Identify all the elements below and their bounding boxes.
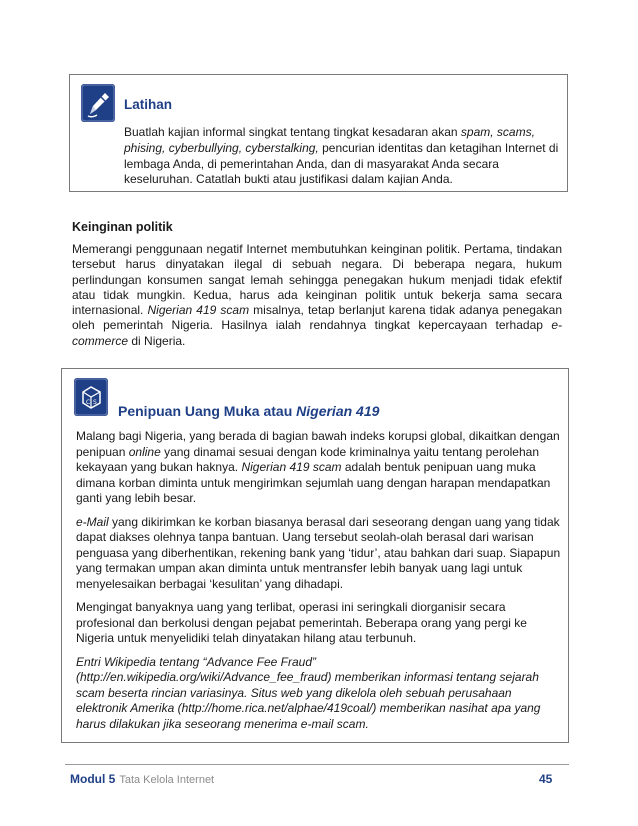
case-paragraph-3: Mengingat banyaknya uang yang terlibat, operasi ini seringkali diorganisir secara profesional dan berkolusi dengan pejabat pemerintah. Beberapa orang yang pergi ke Nigeria untuk menyelidiki telah dinyatakan hilang atau terbunuh.	[76, 600, 527, 645]
footer-divider	[65, 764, 569, 765]
pen-icon	[81, 84, 115, 122]
case-study-icon	[74, 378, 108, 416]
case-study-title: Penipuan Uang Muka atau Nigerian 419	[118, 403, 380, 419]
svg-text:C: C	[86, 399, 91, 406]
section-heading: Keinginan politik	[72, 220, 173, 234]
footer-module: Modul 5 Tata Kelola Internet	[70, 772, 215, 786]
latihan-title: Latihan	[124, 97, 173, 112]
page-number: 45	[539, 772, 553, 786]
svg-text:S: S	[93, 399, 97, 406]
case-paragraph-1: Malang bagi Nigeria, yang berada di bagian bawah indeks korupsi global, dikaitkan dengan penipuan online yang dinamai sesuai dengan kode kriminalnya yaitu tentang perolehan kekayaan yang bukan haknya. Nigerian 419 scam adalah bentuk penipuan uang muka dimana korban diminta untuk mengirimkan sejumlah uang dengan harapan mendapatkan ganti yang lebih besar.	[76, 429, 560, 505]
case-paragraph-2: e-Mail yang dikirimkan ke korban biasanya berasal dari seseorang dengan uang yang tidak dapat diakses olehnya tanpa bantuan. Uang tersebut seolah-olah berasal dari warisan penguasa yang diberhentikan, rekening bank yang ‘tidur’, atau bahkan dari suap. Siapapun yang termakan umpan akan diminta untuk mentransfer lebih banyak uang lagi untuk menyelesaikan berbagai ‘kesulitan’ yang dihadapi.	[76, 514, 561, 591]
body-paragraph: Memerangi penggunaan negatif Internet membutuhkan keinginan politik. Pertama, tindakan tersebut harus dinyatakan ilegal di sebuah negara. Di beberapa negara, hukum perlindungan konsumen sangat lemah sehingga penegakan hukum menjadi tidak efektif atau tidak mungkin. Kedua, harus ada keinginan politik untuk bekerja sama secara internasional. Nigerian 419 scam misalnya, tetap berlanjut karena tidak adanya penegakan oleh pemerintah Nigeria. Hasilnya ialah rendahnya tingkat kepercayaan terhadap e-commerce di Nigeria.	[72, 242, 562, 348]
latihan-text: Buatlah kajian informal singkat tentang tingkat kesadaran akan spam, scams, phising, cyberbullying, cyberstalking, pencurian identitas dan ketagihan Internet di lembaga Anda, di pemerintahan Anda, dan di masyarakat Anda secara keseluruhan. Catatlah bukti atau justifikasi dalam kajian Anda.	[124, 125, 559, 187]
case-paragraph-4: Entri Wikipedia tentang “Advance Fee Fraud” (http://en.wikipedia.org/wiki/Advance_fee_fraud) memberikan informasi tentang sejarah scam beserta rincian variasinya. Situs web yang dikelola oleh sebuah perusahaan elektronik Amerika (http://home.rica.net/alphae/419coal/) memberikan nasihat apa yang harus dilakukan jika seseorang menerima e-mail scam.	[76, 654, 541, 731]
case-study-content	[76, 429, 562, 740]
